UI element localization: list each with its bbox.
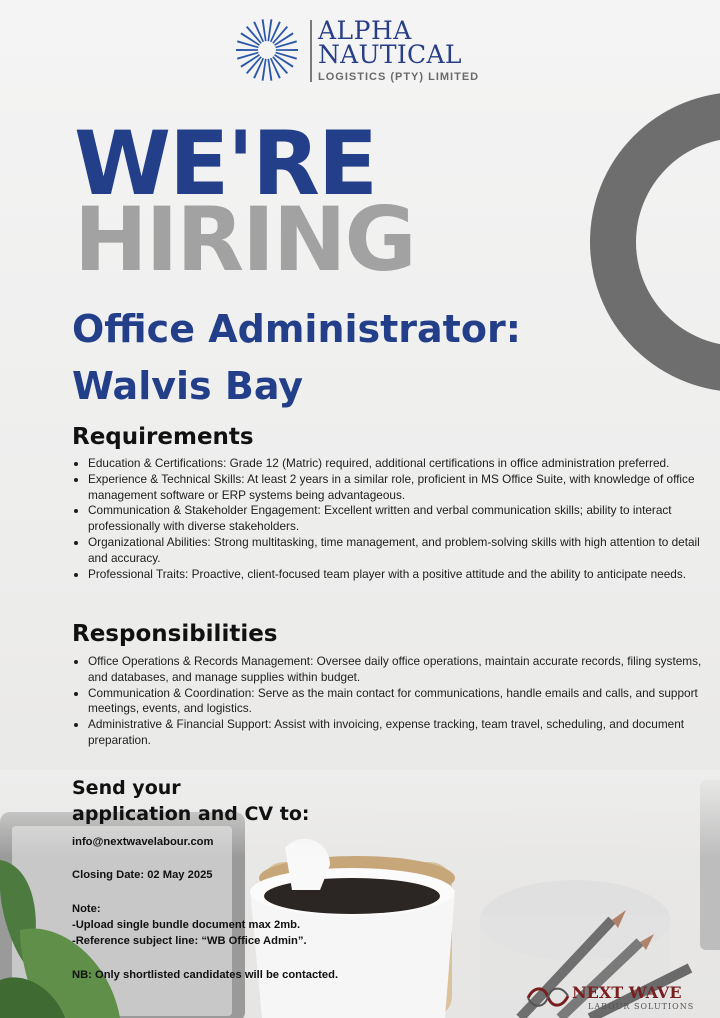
note-label: Note: bbox=[72, 903, 101, 915]
logo-ray bbox=[275, 52, 297, 60]
requirements-heading: Requirements bbox=[72, 424, 254, 450]
requirements-list bbox=[72, 456, 718, 582]
logo-ray bbox=[236, 49, 258, 51]
note-upload: -Upload single bundle document max 2mb. bbox=[72, 919, 301, 931]
shortlist-notice: NB: Only shortlisted candidates will be contacted. bbox=[72, 969, 339, 981]
logo-line1: ALPHA bbox=[318, 16, 412, 45]
list-item: • Communication & Stakeholder Engagement: Excellent written and verbal communication skills; ability to interact professionally with diverse stakeholders. bbox=[88, 503, 718, 535]
logo-ray bbox=[276, 49, 298, 51]
decorative-ring bbox=[590, 92, 720, 392]
note-subject: -Reference subject line: “WB Office Admin”. bbox=[72, 935, 307, 947]
logo-tagline: LOGISTICS (PTY) LIMITED bbox=[318, 71, 480, 83]
logo-ray bbox=[237, 40, 259, 48]
role-title: Office Administrator: bbox=[72, 307, 521, 351]
next-wave-logo bbox=[524, 982, 714, 1014]
responsibilities-heading: Responsibilities bbox=[72, 621, 278, 647]
logo-divider bbox=[310, 20, 312, 82]
list-item: • Education & Certifications: Grade 12 (Matric) required, additional certifications in office administration preferred. bbox=[88, 456, 718, 472]
footer-logo-sub: LABOUR SOLUTIONS bbox=[588, 1002, 695, 1011]
wave-infinity-icon bbox=[524, 982, 572, 1012]
list-item: • Experience & Technical Skills: At least 2 years in a similar role, proficient in MS Office Suite, with knowledge of office management software or ERP systems being advantageous. bbox=[88, 472, 718, 504]
apply-heading-line2: application and CV to: bbox=[72, 803, 310, 825]
list-item: • Administrative & Financial Support: Assist with invoicing, expense tracking, team travel, scheduling, and document preparation. bbox=[88, 717, 718, 749]
hero-line-were: WE'RE bbox=[74, 112, 376, 215]
list-item: • Organizational Abilities: Strong multitasking, time management, and problem-solving skills with high attention to detail and accuracy. bbox=[88, 535, 718, 567]
list-item: • Office Operations & Records Management: Oversee daily office operations, maintain accurate records, filing systems, and databases, and manage supplies within budget. bbox=[88, 654, 718, 686]
sunburst-logo-icon bbox=[230, 16, 304, 84]
logo-ray bbox=[275, 40, 297, 48]
alpha-nautical-logo bbox=[230, 16, 490, 90]
apply-heading bbox=[72, 775, 309, 827]
responsibilities-list bbox=[72, 654, 718, 749]
logo-ray bbox=[237, 52, 259, 60]
apply-heading-line1: Send your bbox=[72, 777, 181, 799]
logo-line2: NAUTICAL bbox=[318, 40, 462, 69]
contact-email[interactable]: info@nextwavelabour.com bbox=[72, 836, 214, 848]
closing-date: Closing Date: 02 May 2025 bbox=[72, 869, 213, 881]
list-item: • Professional Traits: Proactive, client-focused team player with a positive attitude and the ability to anticipate needs. bbox=[88, 567, 718, 583]
role-location: Walvis Bay bbox=[72, 364, 304, 408]
footer-logo-name: NEXT WAVE bbox=[572, 983, 682, 1002]
list-item: • Communication & Coordination: Serve as the main contact for communications, handle emails and calls, and support meetings, events, and logistics. bbox=[88, 686, 718, 718]
hero-line-hiring: HIRING bbox=[74, 188, 415, 291]
